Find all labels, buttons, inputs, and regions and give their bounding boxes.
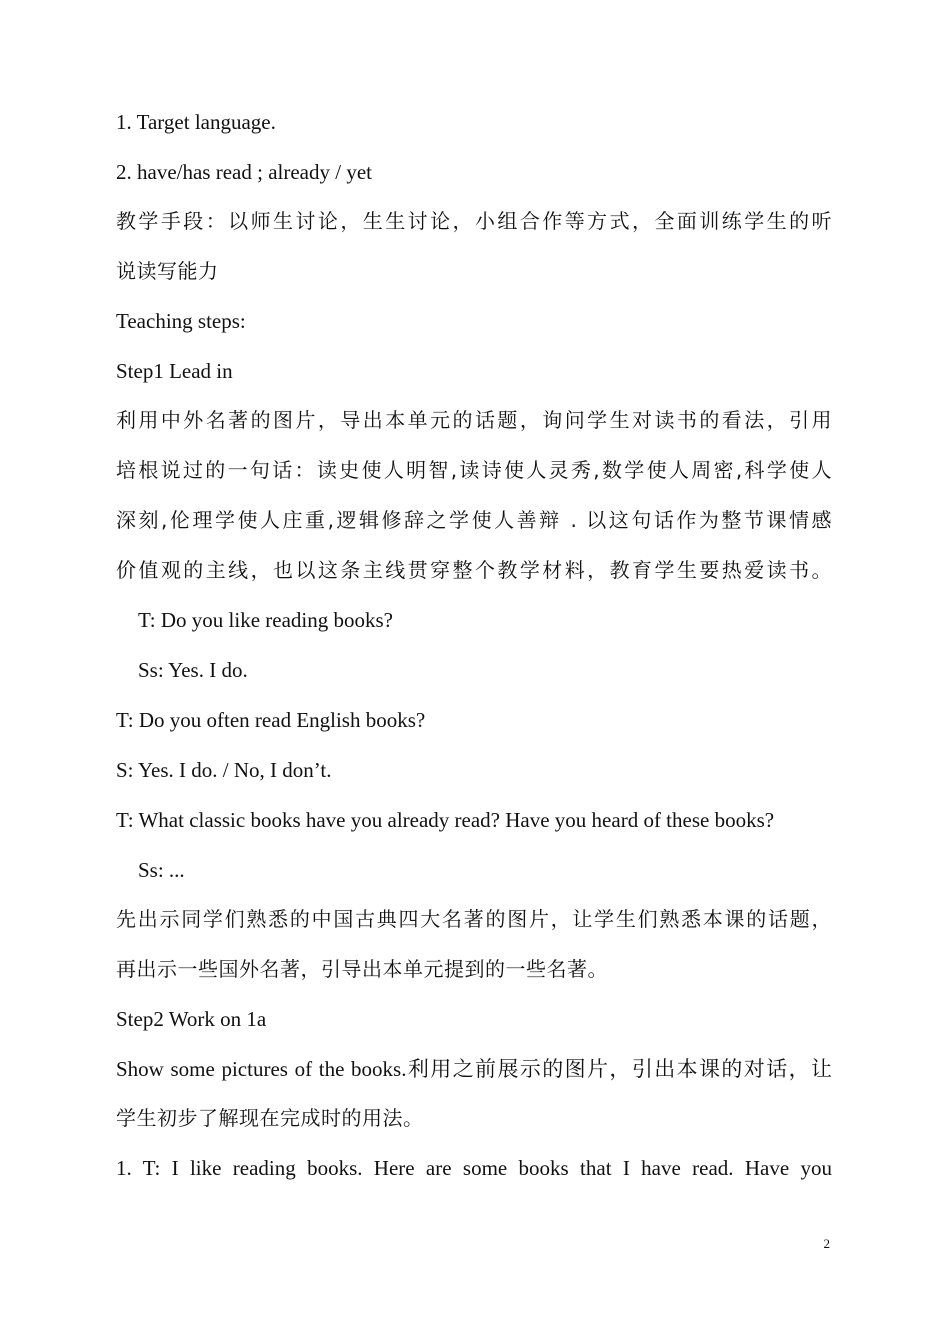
text-line-teaching-methods: 教学手段：以师生讨论，生生讨论，小组合作等方式，全面训练学生的听	[116, 209, 832, 233]
dialogue-line-1: T: Do you like reading books?	[138, 608, 393, 632]
dialogue-line-5: T: What classic books have you already read? Have you heard of these books?	[116, 808, 775, 832]
text-line-target-language: 1. Target language.	[116, 110, 276, 134]
text-line-step2-desc-2: 学生初步了解现在完成时的用法。	[116, 1106, 424, 1130]
text-line-teaching-methods-cont: 说读写能力	[116, 259, 219, 283]
text-line-step1-desc-4: 价值观的主线，也以这条主线贯穿整个教学材料，教育学生要热爱读书。	[116, 558, 832, 582]
text-line-step1-note-2: 再出示一些国外名著，引导出本单元提到的一些名著。	[116, 957, 608, 981]
text-line-step1-desc-1: 利用中外名著的图片，导出本单元的话题，询问学生对读书的看法，引用	[116, 408, 832, 432]
text-line-step2-desc-1: Show some pictures of the books.利用之前展示的图片，引出本课的对话，让	[116, 1057, 832, 1081]
text-line-step1-desc-2: 培根说过的一句话：读史使人明智,读诗使人灵秀,数学使人周密,科学使人	[116, 458, 832, 482]
dialogue-line-6: Ss: ...	[138, 858, 185, 882]
text-line-step1-heading: Step1 Lead in	[116, 359, 233, 383]
text-line-step1-desc-3: 深刻,伦理学使人庄重,逻辑修辞之学使人善辩 . 以这句话作为整节课情感	[116, 508, 832, 532]
text-line-step2-item-1: 1. T: I like reading books. Here are some books that I have read. Have you	[116, 1156, 832, 1180]
text-line-teaching-steps: Teaching steps:	[116, 309, 246, 333]
dialogue-line-3: T: Do you often read English books?	[116, 708, 426, 732]
text-line-step1-note-1: 先出示同学们熟悉的中国古典四大名著的图片，让学生们熟悉本课的话题，	[116, 907, 832, 931]
text-line-step2-heading: Step2 Work on 1a	[116, 1007, 267, 1031]
dialogue-line-2: Ss: Yes. I do.	[138, 658, 248, 682]
page-number: 2	[823, 1236, 830, 1251]
dialogue-line-4: S: Yes. I do. / No, I don’t.	[116, 758, 332, 782]
text-line-have-has-read: 2. have/has read ; already / yet	[116, 160, 372, 184]
